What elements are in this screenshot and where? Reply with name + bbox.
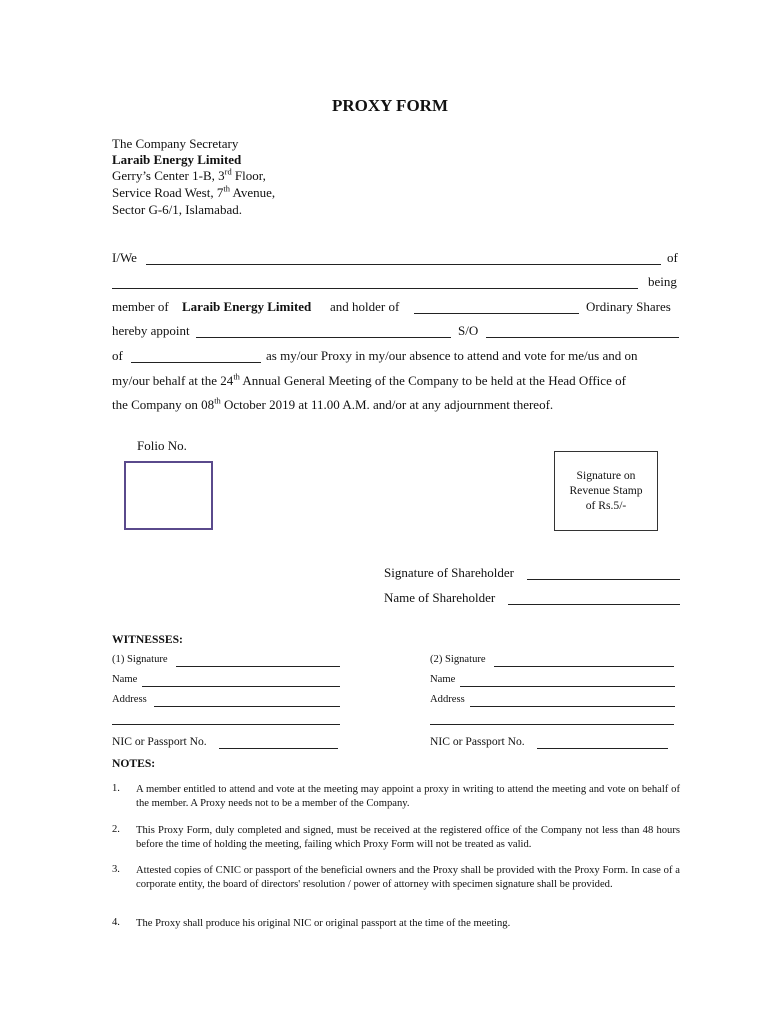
notes-heading: NOTES: (112, 757, 156, 770)
shareholder-name-label: Name of Shareholder (384, 590, 496, 605)
witness1-nic-label: NIC or Passport No. (112, 735, 207, 748)
witness1-signature-blank[interactable] (176, 666, 340, 667)
witness1-address-label: Address (112, 694, 147, 705)
iwe-name-blank[interactable] (146, 264, 661, 265)
of-label: of (667, 250, 678, 265)
proxy-parent-blank[interactable] (486, 337, 679, 338)
shares-count-blank[interactable] (414, 313, 579, 314)
address-line-building: Gerry’s Center 1-B, 3rd Floor, (112, 166, 266, 183)
hereby-appoint-label: hereby appoint (112, 323, 190, 338)
being-label: being (648, 274, 677, 289)
witness1-address-blank[interactable] (154, 706, 340, 707)
shareholder-signature-blank[interactable] (527, 579, 680, 580)
stamp-line-3: of Rs.5/- (585, 499, 627, 512)
note-number: 4. (112, 917, 120, 928)
so-label: S/O (458, 323, 479, 338)
behalf-text: my/our behalf at the 24th Annual General Meeting of the Company to be held at the Head Office of (112, 371, 626, 388)
shareholder-name-blank[interactable] (508, 604, 680, 605)
witness2-name-blank[interactable] (460, 686, 675, 687)
address-company-name: Laraib Energy Limited (112, 152, 242, 167)
folio-label: Folio No. (137, 438, 187, 453)
witness2-nic-blank[interactable] (537, 748, 668, 749)
address-line-road: Service Road West, 7th Avenue, (112, 183, 276, 200)
member-of-label: member of (112, 299, 169, 314)
iwe-label: I/We (112, 250, 137, 265)
witness2-nic-label: NIC or Passport No. (430, 735, 525, 748)
witness2-name-label: Name (430, 674, 456, 685)
witness2-signature-blank[interactable] (494, 666, 674, 667)
witness1-address-blank-2[interactable] (112, 724, 340, 725)
proxy-text: as my/our Proxy in my/our absence to attend and vote for me/us and on (266, 348, 638, 363)
note-number: 2. (112, 824, 120, 835)
proxy-name-blank[interactable] (196, 337, 451, 338)
stamp-line-1: Signature on (576, 469, 636, 482)
note-text: This Proxy Form, duly completed and signed, must be received at the registered office of the Company not less than 48 hours before the time of holding the meeting, failing which Proxy Form will not be treated as valid. (136, 825, 680, 850)
witness2-address-blank[interactable] (470, 706, 675, 707)
note-text: Attested copies of CNIC or passport of the beneficial owners and the Proxy shall be provided with the Proxy Form. In case of a corporate entity, the board of directors' resolution / power of attorney with specimen signature shall be provided. (136, 865, 680, 890)
note-number: 3. (112, 864, 120, 875)
proxy-residence-blank[interactable] (131, 362, 261, 363)
meeting-date-text: the Company on 08th October 2019 at 11.00 A.M. and/or at any adjournment thereof. (112, 395, 554, 412)
witness2-address-label: Address (430, 694, 465, 705)
witnesses-heading: WITNESSES: (112, 633, 183, 646)
witness1-nic-blank[interactable] (219, 748, 338, 749)
note-number: 1. (112, 783, 120, 794)
note-text: The Proxy shall produce his original NIC or original passport at the time of the meeting. (136, 918, 511, 929)
address-line-secretary: The Company Secretary (112, 136, 239, 151)
residence-blank[interactable] (112, 288, 638, 289)
witness1-name-blank[interactable] (142, 686, 340, 687)
witness2-address-blank-2[interactable] (430, 724, 674, 725)
witness2-signature-label: (2) Signature (430, 654, 486, 665)
ordinary-shares-label: Ordinary Shares (586, 299, 671, 314)
stamp-line-2: Revenue Stamp (569, 484, 643, 497)
of-label-2: of (112, 348, 123, 363)
holder-of-label: and holder of (330, 299, 400, 314)
revenue-stamp-box[interactable] (554, 451, 658, 531)
address-line-sector: Sector G-6/1, Islamabad. (112, 202, 242, 217)
folio-number-box[interactable] (124, 461, 213, 530)
shareholder-signature-label: Signature of Shareholder (384, 565, 514, 580)
note-text: A member entitled to attend and vote at the meeting may appoint a proxy in writing to attend the meeting and vote on behalf of the member. A Proxy needs not to be a member of the Company. (136, 784, 680, 809)
witness1-name-label: Name (112, 674, 138, 685)
page-title: PROXY FORM (332, 96, 448, 115)
witness1-signature-label: (1) Signature (112, 654, 168, 665)
member-company-name: Laraib Energy Limited (182, 299, 312, 314)
